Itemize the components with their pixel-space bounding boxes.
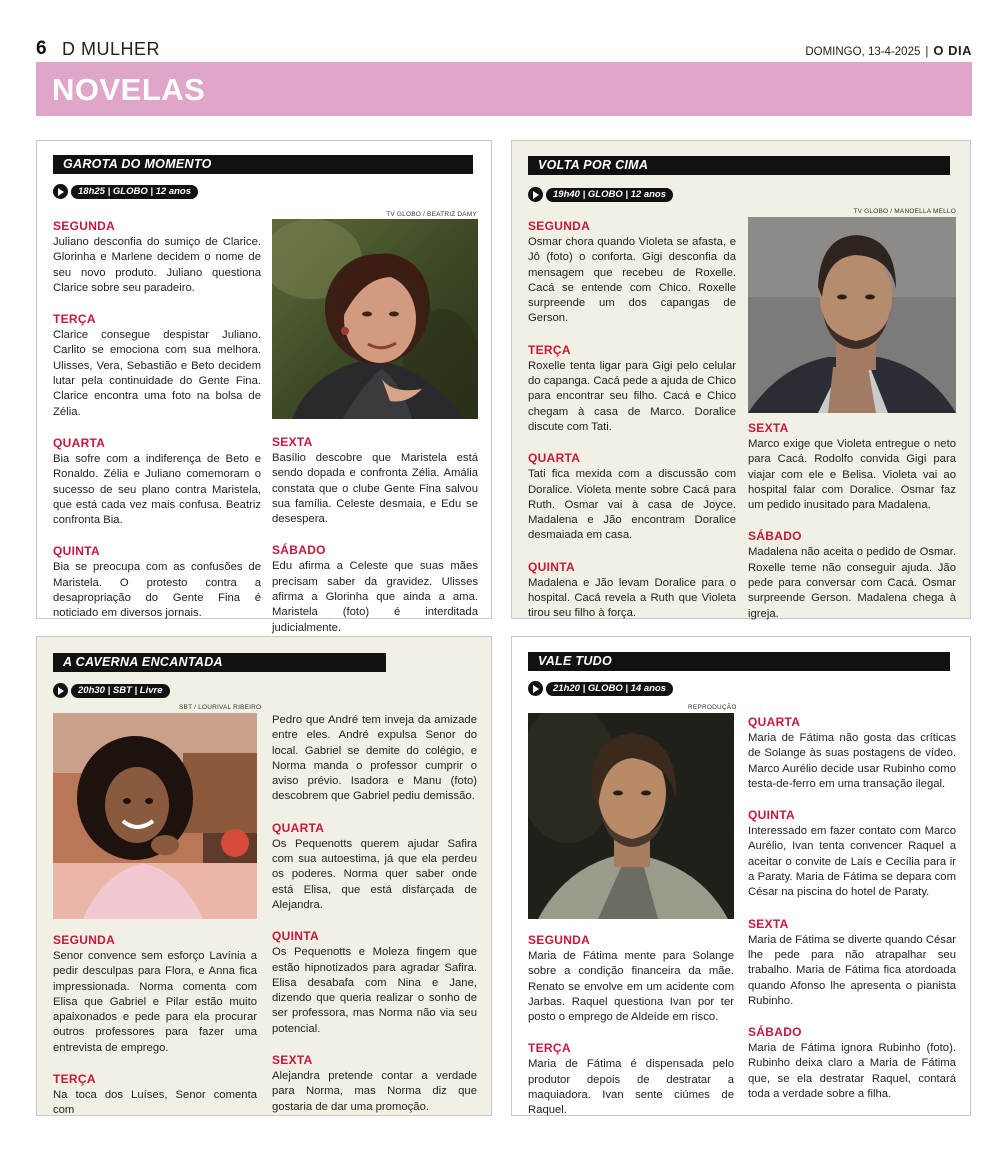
day-label: QUINTA — [748, 808, 795, 823]
day-label: QUINTA — [528, 559, 575, 574]
day-label: TERÇA — [53, 312, 96, 327]
day-synopsis: Senor convence sem esforço Lavínia a pedir desculpas para Flora, e Anna fica impressionada. Norma comenta com Elisa que Gabriel e Pilar estão muito apaixonados e pede para ela procurar outros professores para fazer uma entrevista de emprego. — [53, 950, 257, 1054]
page-number: 6 — [36, 38, 47, 59]
day-entry — [53, 219, 261, 296]
show-title: GAROTA DO MOMENTO — [53, 155, 473, 174]
show-title: A CAVERNA ENCANTADA — [53, 653, 386, 672]
day-entry — [748, 808, 956, 900]
edition-date: DOMINGO, 13-4-2025 — [805, 46, 921, 58]
bearded-man-portrait-photo — [528, 713, 734, 919]
dateline — [805, 43, 972, 58]
day-synopsis: Maria de Fátima mente para Solange sobre a condição financeira da mãe. Renato se envolve em um acidente com Jarbas. Raquel questiona Ivan por ter posto o emprego de Aldeíde em risco. — [528, 950, 734, 1024]
day-entry — [748, 421, 956, 513]
day-label: SEXTA — [748, 916, 789, 931]
woman-portrait-photo — [272, 219, 478, 419]
day-entry — [528, 219, 736, 327]
day-entry — [53, 436, 261, 528]
banner-title: NOVELAS — [52, 72, 206, 107]
day-label: QUINTA — [272, 929, 319, 944]
section-banner — [36, 62, 972, 116]
day-entry — [53, 933, 257, 1056]
day-entry — [528, 560, 736, 622]
day-synopsis: Maria de Fátima ignora Rubinho (foto). Rubinho deixa claro a Maria de Fátima que, se ela destratar Raquel, contará toda a verdade sobre a filha. — [748, 1042, 956, 1101]
column-left — [528, 219, 736, 622]
photo-credit: TV GLOBO / BEATRIZ DAMY — [386, 211, 477, 218]
day-synopsis: Maria de Fátima se diverte quando César lhe pede para não atrapalhar seu trabalho. Maria de Fátima fica atordoada quando Afonso lhe apresenta o pianista Rubinho. — [748, 933, 956, 1007]
day-synopsis: Roxelle tenta ligar para Gigi pelo celular do capanga. Cacá pede a ajuda de Chico para encontrar seu filho. Cacá e Chico chegam à casa de Marco. Doralice discute com Tati. — [528, 359, 736, 433]
day-entry — [53, 544, 261, 621]
show-title: VALE TUDO — [528, 652, 950, 671]
day-label: QUARTA — [272, 820, 325, 835]
day-entry — [748, 529, 956, 621]
day-entry — [528, 1041, 734, 1118]
box-volta-por-cima — [511, 140, 971, 619]
section-name: D MULHER — [62, 39, 161, 59]
day-label: SEGUNDA — [528, 933, 591, 947]
day-synopsis: Tati fica mexida com a discussão com Doralice. Violeta mente sobre Cacá para Ruth. Osmar vai à casa de Joyce. Madalena e Jão encontram Doralice desmaiada em casa. — [528, 468, 736, 542]
column-left — [53, 933, 257, 1119]
day-synopsis: Juliano desconfia do sumiço de Clarice. Glorinha e Marlene decidem o nome de seu novo produto. Juliano questiona Clarice sobre seu paradeiro. — [53, 236, 261, 294]
play-icon — [528, 187, 543, 202]
day-entry-continued — [272, 713, 477, 805]
day-synopsis: Osmar chora quando Violeta se afasta, e Jô (foto) o conforta. Gigi desconfia da mensagem que recebeu de Roxelle. Cacá se entende com Chico. Roxelle surpreende um dos capangas de Gerson. — [528, 236, 736, 325]
man-portrait-photo — [748, 217, 956, 413]
day-synopsis: Edu afirma a Celeste que suas mães precisam saber da gravidez. Ulisses afirma a Glorinha que ainda a ama. Maristela (foto) é interditada judicialmente. — [272, 560, 478, 634]
play-icon — [53, 683, 68, 698]
column-left — [53, 219, 261, 622]
day-synopsis: Pedro que André tem inveja da amizade entre eles. André expulsa Senor do local. Gabriel se demite do colégio, e Norma manda o professor cumprir o aviso prévio. Isadora e Manu (foto) descobrem que Gabriel pediu demissão. — [272, 714, 477, 803]
day-synopsis: Marco exige que Violeta entregue o neto para Cacá. Rodolfo convida Gigi para viajar com ele e Belisa. Violeta vai ao hospital falar com Doralice. Osmar faz um pedido inusitado para Madalena. — [748, 438, 956, 512]
day-label: SÁBADO — [272, 543, 326, 558]
column-right — [272, 713, 477, 1115]
day-label: QUARTA — [748, 715, 801, 729]
photo-credit: REPRODUÇÃO — [688, 704, 737, 711]
day-synopsis: Basílio descobre que Maristela está sendo dopada e confronta Zélia. Amália constata que o clube Gente Fina salvou sua família. Celeste desmaia, e Edu se desespera. — [272, 452, 478, 526]
day-entry — [528, 933, 734, 1025]
day-synopsis: Madalena não aceita o pedido de Osmar. Roxelle teme não conseguir ajuda. Jão pede para conversar com Cacá. Osmar surpreende Gerson. Madalena chega à igreja. — [748, 546, 956, 620]
day-entry — [748, 1025, 956, 1102]
schedule-badge — [53, 683, 170, 698]
day-entry — [272, 821, 477, 913]
day-entry — [272, 543, 478, 635]
schedule-badge — [53, 184, 198, 199]
day-label: QUARTA — [528, 451, 581, 466]
day-entry — [272, 1053, 477, 1115]
day-synopsis: Interessado em fazer contato com Marco Aurélio, Ivan tenta convencer Raquel a aceitar o convite de Laís e Cecília para ir a Paraty. Maria de Fátima se depara com César na piscina do hotel de Paraty. — [748, 825, 956, 899]
column-right — [748, 715, 956, 1102]
day-label: TERÇA — [53, 1072, 96, 1087]
day-synopsis: Bia se preocupa com as confusões de Maristela. O protesto contra a desapropriação do Gente Fina é noticiado em diversos jornais. — [53, 561, 261, 620]
schedule-text: 21h20 | GLOBO | 14 anos — [546, 682, 673, 696]
day-entry — [528, 451, 736, 543]
girl-portrait-photo — [53, 713, 257, 919]
day-entry — [53, 312, 261, 420]
day-synopsis: Maria de Fátima é dispensada pelo produtor depois de destratar a maquiadora. Ivan sente ciúmes de Raquel. — [528, 1058, 734, 1117]
day-entry — [748, 715, 956, 792]
day-label: QUARTA — [53, 435, 106, 450]
day-synopsis: Bia sofre com a indiferença de Beto e Ronaldo. Zélia e Juliano comemoram o sucesso de seu plano contra Maristela, que está cada vez mais confusa. Beatriz confronta Bia. — [53, 452, 261, 527]
dateline-separator: | — [925, 46, 929, 58]
day-synopsis: Os Pequenotts querem ajudar Safira com sua autoestima, já que ela perdeu os poderes. Norma quer saber onde está Elisa, que está disfarçada de Alejandra. — [272, 837, 477, 911]
schedule-badge — [528, 681, 673, 696]
day-synopsis: Maria de Fátima não gosta das críticas de Solange às suas postagens de vídeo. Marco Aurélio decide usar Rubinho como testa-de-ferro em uma transação ilegal. — [748, 732, 956, 790]
day-label: SEXTA — [748, 421, 789, 435]
day-synopsis: Clarice consegue despistar Juliano. Carlito se emociona com sua melhora. Ulisses, Vera, Sebastião e Beto decidem lutar pela continuidade do Gente Fina. Clarice encontra uma foto na bolsa de Zélia. — [53, 329, 261, 418]
day-label: SEGUNDA — [53, 219, 116, 233]
day-label: QUINTA — [53, 544, 100, 559]
play-icon — [528, 681, 543, 696]
schedule-text: 18h25 | GLOBO | 12 anos — [71, 185, 198, 199]
day-entry — [53, 1072, 257, 1119]
day-synopsis: Madalena e Jão levam Doralice para o hospital. Cacá revela a Ruth que Violeta tirou seu filho à força. — [528, 576, 736, 620]
day-label: SEGUNDA — [53, 933, 116, 947]
day-entry — [272, 435, 478, 527]
photo-credit: SBT / LOURIVAL RIBEIRO — [179, 704, 262, 711]
day-label: SEXTA — [272, 1053, 313, 1068]
day-label: SEGUNDA — [528, 219, 591, 233]
schedule-badge — [528, 187, 673, 202]
day-label: SEXTA — [272, 435, 313, 449]
column-right — [272, 435, 478, 636]
newspaper-name: O DIA — [933, 43, 972, 58]
page-header — [36, 38, 972, 60]
day-label: TERÇA — [528, 1041, 571, 1056]
box-garota-do-momento — [36, 140, 492, 634]
day-label: TERÇA — [528, 342, 571, 357]
schedule-text: 20h30 | SBT | Livre — [71, 684, 170, 698]
show-title: VOLTA POR CIMA — [528, 156, 950, 175]
day-entry — [272, 929, 477, 1037]
day-synopsis: Os Pequenotts e Moleza fingem que estão hipnotizados para agradar Safira. Elisa desabafa com Nina e Jane, dizendo que queria realizar o sonho de ser professora, mas Norma não via seu potencial. — [272, 946, 477, 1035]
column-left — [528, 933, 734, 1119]
box-vale-tudo — [511, 636, 971, 1116]
day-label: SÁBADO — [748, 529, 802, 544]
photo-credit: TV GLOBO / MANOELLA MELLO — [853, 208, 956, 215]
day-synopsis: Na toca dos Luíses, Senor comenta com — [53, 1089, 257, 1117]
day-entry — [748, 917, 956, 1009]
box-a-caverna-encantada — [36, 636, 492, 1116]
play-icon — [53, 184, 68, 199]
day-entry — [528, 343, 736, 435]
schedule-text: 19h40 | GLOBO | 12 anos — [546, 188, 673, 202]
day-label: SÁBADO — [748, 1025, 802, 1040]
day-synopsis: Alejandra pretende contar a verdade para Norma, mas Norma diz que gostaria de dar uma promoção. — [272, 1070, 477, 1113]
column-right — [748, 421, 956, 622]
